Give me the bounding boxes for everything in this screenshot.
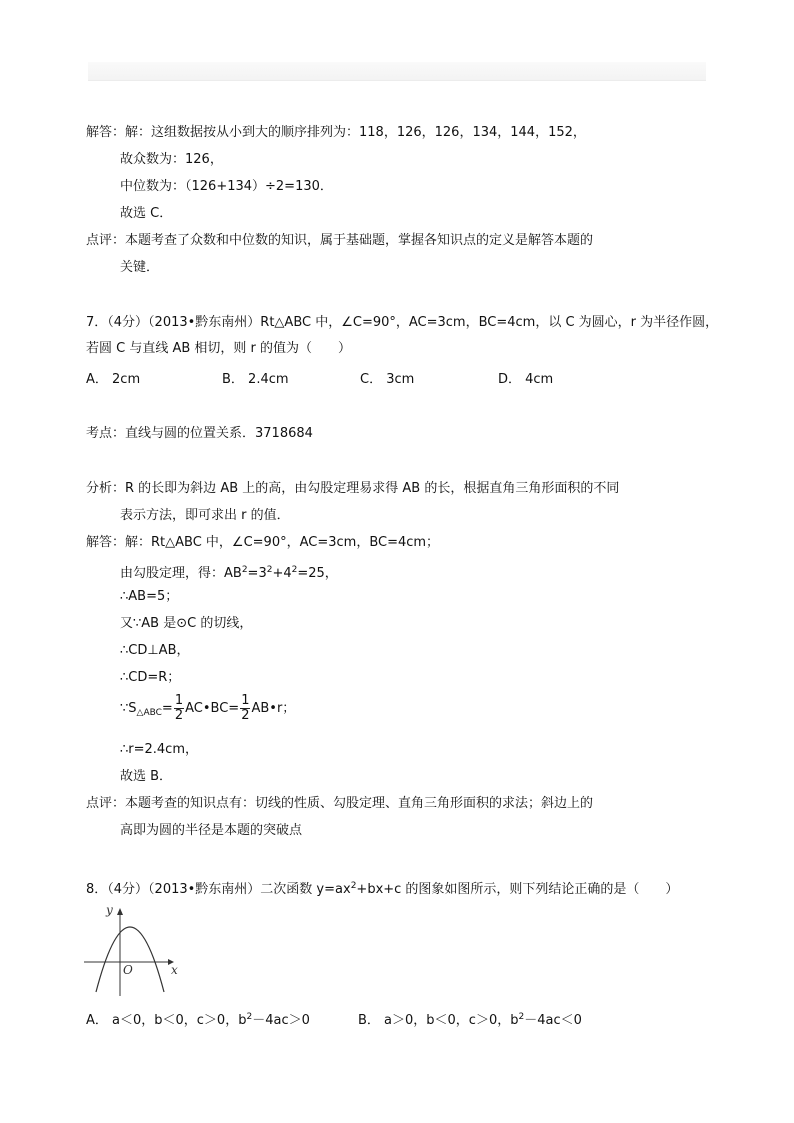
q7-kaodian: 考点：直线与圆的位置关系．3718684	[86, 426, 313, 441]
page-header-band	[88, 62, 706, 81]
q7-analysis-line-1: 分析：R 的长即为斜边 AB 上的高，由勾股定理易求得 AB 的长，根据直角三角形面积的不同	[86, 481, 620, 496]
q7-answer-line-3: ∴AB=5；	[120, 589, 179, 604]
q7-comment-line-2: 高即为圆的半径是本题的突破点	[120, 823, 303, 838]
q7-answer-line-2: 由勾股定理，得：$AB^2=3^2+4^2=25$，	[120, 565, 338, 581]
fraction-one-half: $\frac{1}{2}$	[241, 693, 250, 723]
q7-option-b: B． 2.4cm	[222, 372, 289, 387]
q8-option-b: B． a＞0，b＜0，c＞0，$b^2-4ac<0$	[358, 1012, 582, 1028]
q7-option-d: D． 4cm	[498, 372, 554, 387]
q7-answer-line-9: 故选 B．	[120, 769, 173, 784]
q7-answer-line-8: ∴r=2.4cm，	[120, 742, 198, 757]
q7-comment-line-1: 点评：本题考查的知识点有：切线的性质、勾股定理、直角三角形面积的求法；斜边上的	[86, 796, 594, 811]
q7-option-a: A． 2cm	[86, 372, 141, 387]
q7-stem-line-2: 若圆 C 与直线 AB 相切，则 r 的值为（ ）	[86, 341, 352, 356]
q6-answer-line-4: 故选 C．	[120, 206, 173, 221]
q8-option-a: A． a＜0，b＜0，c＞0，$b^2-4ac>0$	[86, 1012, 310, 1028]
q6-answer-line-3: 中位数为：（126+134）÷2=130．	[120, 179, 333, 194]
q7-answer-area-formula: $\because S_{\triangle ABC}=$ $\frac{1}{2}$ AC•BC= $\frac{1}{2}$ AB•r；	[120, 693, 296, 723]
q7-answer-line-6: ∴CD=R；	[120, 670, 181, 685]
x-axis-label: x	[171, 963, 178, 977]
q6-comment-line-1: 点评：本题考查了众数和中位数的知识，属于基础题，掌握各知识点的定义是解答本题的	[86, 233, 594, 248]
parabola-curve	[96, 927, 164, 992]
q6-answer-line-1: 解答：解：这组数据按从小到大的顺序排列为：118，126，126，134，144，152，	[86, 125, 586, 140]
q6-answer-line-2: 故众数为：126，	[120, 152, 223, 167]
q7-stem-line-1: 7．（4分）（2013•黔东南州）Rt△ABC 中，∠C=90°，AC=3cm，BC=4cm，以 C 为圆心，r 为半径作圆，	[86, 315, 719, 330]
q7-analysis-line-2: 表示方法，即可求出 r 的值．	[120, 508, 290, 523]
parabola-graph	[82, 902, 182, 998]
y-axis-arrow	[117, 908, 123, 915]
q8-stem: 8．（4分）（2013•黔东南州）二次函数 $y=ax^2+bx+c$ 的图象如图所示，则下列结论正确的是（ ）	[86, 881, 679, 897]
q7-answer-line-4: 又∵AB 是⊙C 的切线，	[120, 616, 253, 631]
origin-label: O	[123, 963, 133, 977]
q6-comment-line-2: 关键．	[120, 260, 160, 275]
q7-answer-line-5: ∴CD⊥AB，	[120, 643, 190, 658]
q7-answer-line-1: 解答：解：Rt△ABC 中，∠C=90°，AC=3cm，BC=4cm；	[86, 535, 440, 550]
q7-option-c: C． 3cm	[360, 372, 415, 387]
fraction-one-half: $\frac{1}{2}$	[174, 693, 184, 723]
y-axis-label: y	[106, 903, 113, 917]
